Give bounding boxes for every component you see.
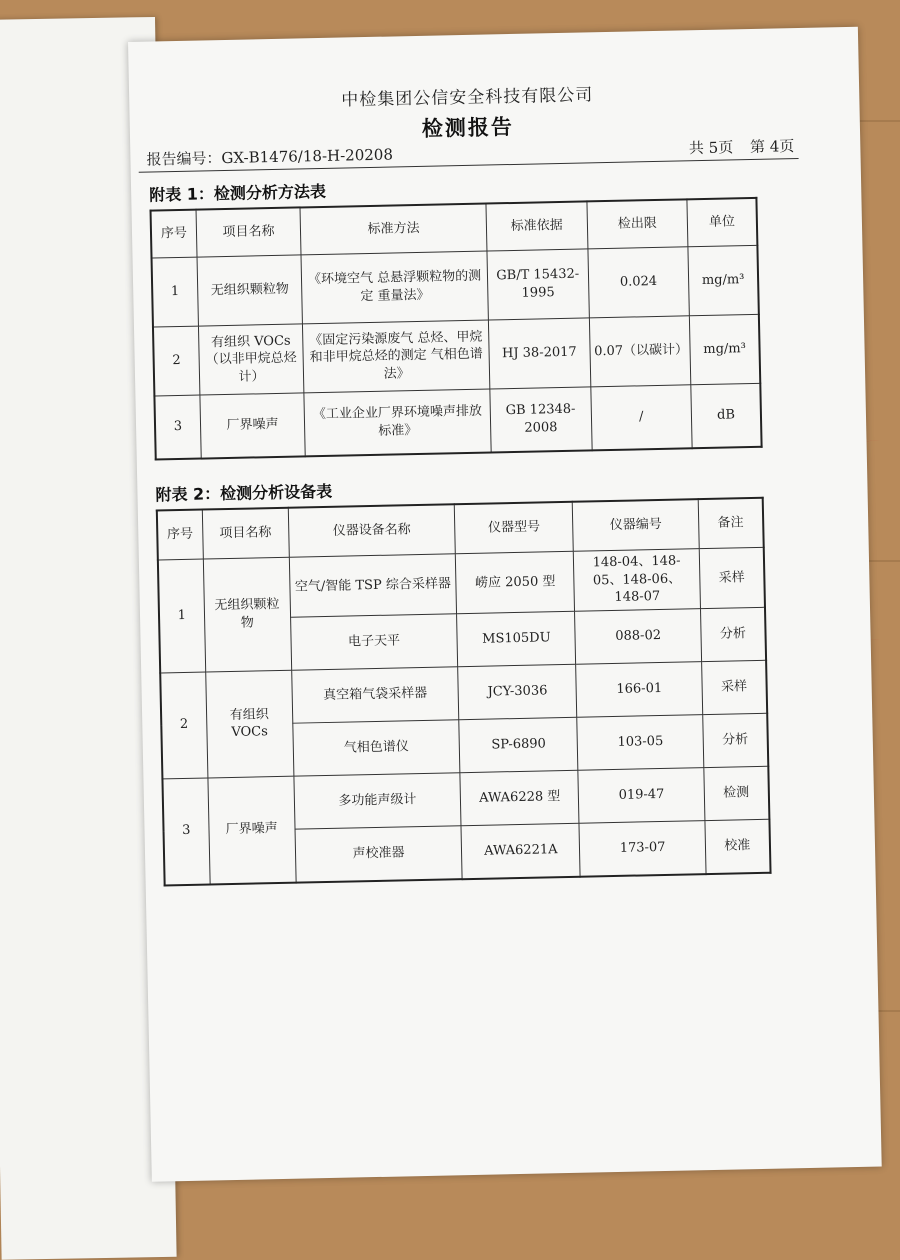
equipment-serial: 088-02 — [575, 608, 701, 664]
equipment-model: AWA6221A — [461, 823, 580, 879]
equipment-name: 电子天平 — [290, 613, 458, 669]
equipment-model: MS105DU — [457, 611, 576, 666]
equipment-table — [156, 497, 772, 886]
standard-method: 《工业企业厂界环境噪声排放标准》 — [304, 389, 491, 456]
table-row — [152, 245, 759, 327]
unit: dB — [691, 383, 762, 448]
header-cell: 项目名称 — [202, 508, 289, 559]
report-number: 报告编号：GX-B1476/18-H-20208 — [146, 145, 394, 169]
item-name: 无组织颗粒物 — [197, 255, 303, 326]
standard-basis: GB/T 15432-1995 — [487, 249, 589, 320]
equipment-model: JCY-3036 — [458, 664, 577, 719]
header-cell: 标准依据 — [486, 201, 588, 251]
equipment-model: SP-6890 — [459, 717, 578, 772]
header-cell: 序号 — [157, 510, 203, 560]
current-page: 第 4页 — [749, 137, 795, 156]
row-number: 3 — [154, 395, 201, 459]
header-cell: 序号 — [151, 210, 197, 258]
equipment-note: 采样 — [701, 660, 767, 714]
report-page — [128, 27, 882, 1182]
unit: mg/m³ — [688, 245, 759, 315]
equipment-note: 校准 — [705, 819, 771, 874]
equipment-model: AWA6228 型 — [460, 770, 579, 825]
equipment-name: 气相色谱仪 — [293, 719, 461, 775]
page-content — [136, 48, 813, 886]
equipment-name: 声校准器 — [295, 825, 463, 882]
header-cell: 单位 — [687, 198, 757, 247]
group-number: 2 — [160, 672, 207, 779]
table1-title: 附表 1：检测分析方法表 — [149, 181, 327, 205]
row-number: 2 — [153, 326, 200, 396]
header-cell: 备注 — [698, 498, 764, 549]
method-table — [150, 197, 763, 461]
item-name: 有组织 VOCs — [205, 670, 293, 778]
standard-method: 《固定污染源废气 总烃、甲烷和非甲烷总烃的测定 气相色谱法》 — [303, 320, 490, 393]
standard-basis: HJ 38-2017 — [488, 318, 590, 389]
table-row — [154, 383, 761, 459]
item-name: 无组织颗粒物 — [203, 557, 292, 671]
page-indicator — [677, 135, 795, 158]
equipment-note: 分析 — [700, 607, 766, 661]
equipment-serial: 019-47 — [578, 767, 704, 823]
standard-basis: GB 12348-2008 — [490, 387, 592, 453]
item-name: 有组织 VOCs（以非甲烷总烃计） — [198, 324, 304, 395]
equipment-model: 崂应 2050 型 — [455, 551, 575, 613]
equipment-name: 空气/智能 TSP 综合采样器 — [289, 554, 457, 617]
detection-limit: / — [590, 385, 692, 451]
equipment-serial: 103-05 — [577, 714, 703, 770]
equipment-note: 采样 — [699, 547, 765, 608]
detection-limit: 0.07（以碳计） — [589, 316, 691, 387]
table-row — [153, 314, 760, 396]
item-name: 厂界噪声 — [207, 776, 295, 884]
standard-method: 《环境空气 总悬浮颗粒物的测定 重量法》 — [301, 251, 488, 324]
equipment-serial: 148-04、148-05、148-06、148-07 — [574, 549, 701, 611]
group-number: 3 — [162, 778, 209, 885]
header-cell: 仪器型号 — [454, 502, 573, 554]
equipment-name: 多功能声级计 — [294, 772, 462, 828]
total-pages: 共 5页 — [688, 138, 734, 158]
detection-limit: 0.024 — [588, 247, 690, 318]
equipment-note: 检测 — [704, 766, 770, 820]
header-cell: 项目名称 — [196, 207, 301, 257]
company-name: 中检集团公信安全科技有限公司 — [341, 85, 594, 111]
header-cell: 仪器设备名称 — [288, 504, 455, 557]
equipment-name: 真空箱气袋采样器 — [291, 666, 459, 722]
equipment-serial: 166-01 — [576, 661, 702, 717]
equipment-note: 分析 — [702, 713, 768, 767]
header-cell: 仪器编号 — [573, 499, 699, 551]
row-number: 1 — [152, 257, 199, 327]
item-name: 厂界噪声 — [200, 393, 306, 459]
group-number: 1 — [158, 559, 205, 673]
table2-title: 附表 2：检测分析设备表 — [155, 481, 333, 505]
header-cell: 标准方法 — [300, 204, 487, 255]
header-cell: 检出限 — [587, 199, 689, 249]
equipment-serial: 173-07 — [579, 820, 705, 876]
report-title: 检测报告 — [421, 114, 515, 141]
unit: mg/m³ — [689, 314, 760, 384]
